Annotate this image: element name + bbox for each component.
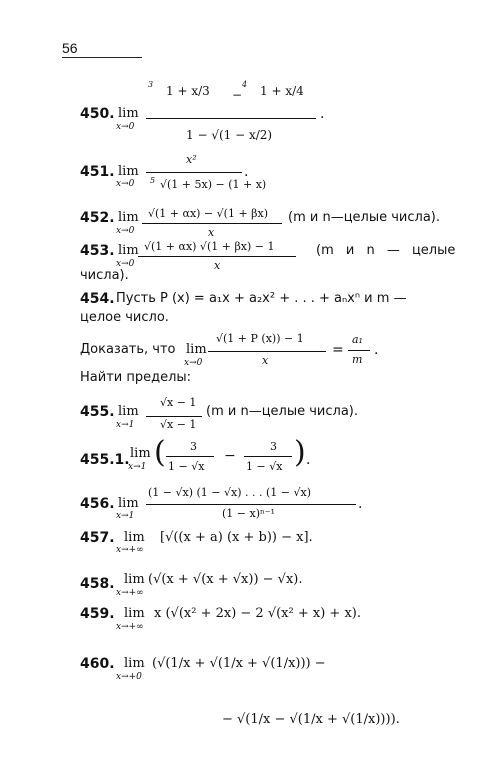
rhs-fraction-bar [348,350,370,351]
lim-operator: lim [118,496,139,511]
lim-subscript: x→+∞ [116,588,144,598]
problem-number-453: 453. [80,243,115,259]
fraction-bar [146,172,242,173]
prove-label: Доказать, что [80,342,176,357]
denominator: √x − 1 [160,418,197,431]
fraction-bar [166,456,214,457]
problem-number-451: 451. [80,164,115,180]
problem-number-455-1: 455.1. [80,452,130,468]
denominator: x [214,259,221,272]
expression-line-1: (√(1/x + √(1/x + √(1/x))) − [152,656,326,671]
condition-note: (m и n—целые числа). [206,404,358,419]
fraction-bar [146,118,316,119]
numerator: √(1 + P (x)) − 1 [216,332,304,345]
numerator: x² [186,153,197,166]
lim-subscript: x→0 [116,179,135,189]
period: . [374,342,379,358]
term-b-numerator: 3 [270,440,277,453]
denominator: x [208,226,215,239]
expression-line-2: − √(1/x − √(1/x + √(1/x)))). [222,712,400,727]
lim-subscript: x→0 [184,358,203,368]
expression: (√(x + √(x + √x)) − √x). [148,572,303,587]
problem-number-456: 456. [80,496,115,512]
lim-operator: lim [124,530,145,545]
num-term-left: 1 + x/3 [166,84,210,98]
rhs-numerator: a₁ [352,333,363,346]
problem-number-459: 459. [80,606,115,622]
root-index-3: 3 [148,80,154,89]
lim-operator: lim [124,572,145,587]
numerator: √(1 + αx) √(1 + βx) − 1 [144,240,275,253]
fraction-bar [138,256,296,257]
statement-line-1: Пусть P (x) = a₁x + a₂x² + . . . + aₙxⁿ и m — [116,291,407,306]
problem-number-452: 452. [80,210,115,226]
problem-number-458: 458. [80,576,115,592]
numerator: (1 − √x) (1 − √x) . . . (1 − √x) [148,486,311,499]
lim-operator: lim [186,342,207,357]
problem-number-460: 460. [80,656,115,672]
term-b-denominator: 1 − √x [246,460,283,473]
problem-number-450: 450. [80,106,115,122]
page-number: 56 [62,40,78,56]
problem-number-455: 455. [80,404,115,420]
right-paren: ) [294,435,306,470]
problem-number-457: 457. [80,530,115,546]
lim-subscript: x→1 [116,420,135,430]
root-index-5: 5 [150,176,156,185]
lim-operator: lim [124,656,145,671]
lim-subscript: x→+∞ [116,545,144,555]
lim-subscript: x→1 [116,511,135,521]
page-number-rule [62,57,142,58]
num-term-right: 1 + x/4 [260,84,304,98]
lim-subscript: x→+0 [116,672,142,682]
denominator: √(1 + 5x) − (1 + x) [160,178,267,191]
lim-operator: lim [124,606,145,621]
numerator: √(1 + αx) − √(1 + βx) [148,207,269,220]
lim-operator: lim [118,210,139,225]
condition-note-cont: числа). [80,268,129,283]
lim-operator: lim [118,164,139,179]
lim-subscript: x→0 [116,259,135,269]
fraction-bar [146,416,202,417]
rhs-denominator: m [352,353,363,366]
fraction-bar [146,504,356,505]
fraction-bar [244,456,292,457]
term-a-numerator: 3 [190,440,197,453]
lim-subscript: x→0 [116,226,135,236]
denominator: x [262,354,269,367]
lim-subscript: x→+∞ [116,622,144,632]
period: . [358,496,363,512]
lim-operator: lim [118,243,139,258]
section-heading: Найти пределы: [80,370,192,385]
root-index-4: 4 [242,80,248,89]
condition-note: (m и n—целые числа). [288,210,440,225]
minus-sign: − [232,88,243,102]
expression: x (√(x² + 2x) − 2 √(x² + x) + x). [154,606,361,621]
left-paren: ( [154,435,166,470]
lim-operator: lim [118,106,139,121]
minus-sign: − [224,448,236,464]
denominator: 1 − √(1 − x/2) [186,128,273,142]
fraction-bar [142,223,282,224]
statement-line-2: целое число. [80,310,169,325]
condition-note: (m и n — целые [316,243,456,258]
expression: [√((x + a) (x + b)) − x]. [160,530,313,545]
term-a-denominator: 1 − √x [168,460,205,473]
numerator: √x − 1 [160,396,197,409]
period: . [306,452,311,468]
period: . [320,106,325,122]
fraction-bar [208,351,326,352]
lim-subscript: x→1 [128,462,147,472]
period: . [244,164,249,180]
equals-sign: = [332,342,344,358]
lim-subscript: x→0 [116,122,135,132]
lim-operator: lim [130,446,151,461]
denominator: (1 − x)ⁿ⁻¹ [222,507,275,520]
lim-operator: lim [118,404,139,419]
problem-number-454: 454. [80,291,115,307]
